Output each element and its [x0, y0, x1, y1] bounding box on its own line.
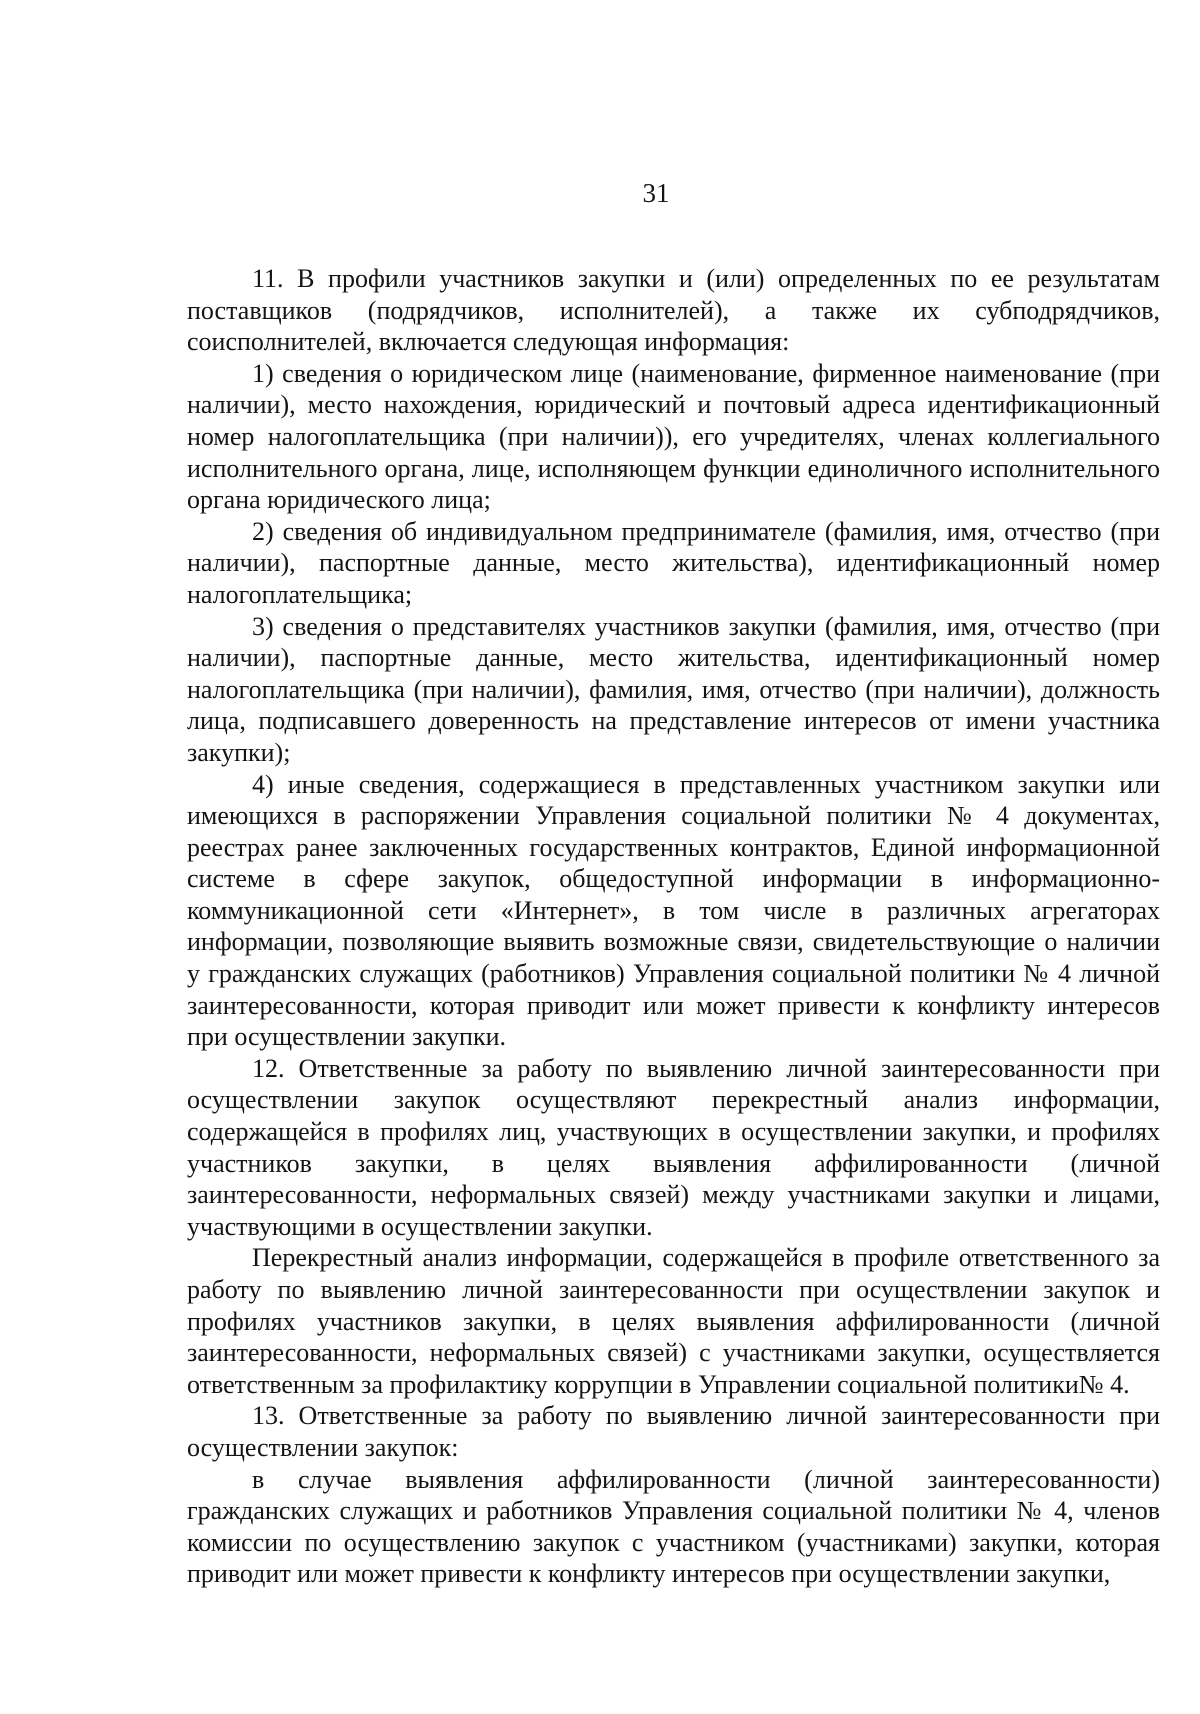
- paragraph-13-item-1: в случае выявления аффилированности (личной заинтересованности) гражданских служащих и работников Управления социальной политики № 4, членов комиссии по осуществлению закупок с участником (участниками) закупки, которая приводит или может привести к конфликту интересов при осуществлении закупки,: [187, 1464, 1160, 1589]
- paragraph-12-cross-analysis: Перекрестный анализ информации, содержащейся в профиле ответственного за работу по выявлению личной заинтересованности при осуществлении закупок и профилях участников закупки, в целях выявления аффилированности (личной заинтересованности, неформальных связей) с участниками закупки, осуществляется ответственным за профилактику коррупции в Управлении социальной политики№ 4.: [187, 1243, 1160, 1399]
- paragraph-13: 13. Ответственные за работу по выявлению личной заинтересованности при осуществлении закупок:: [187, 1401, 1160, 1462]
- paragraph-11-item-2: 2) сведения об индивидуальном предпринимателе (фамилия, имя, отчество (при наличии), паспортные данные, место жительства), идентификационный номер налогоплательщика;: [187, 516, 1160, 609]
- paragraph-11-item-3: 3) сведения о представителях участников закупки (фамилия, имя, отчество (при наличии), паспортные данные, место жительства, идентификационный номер налогоплательщика (при наличии), фамилия, имя, отчество (при наличии), должность лица, подписавшего доверенность на представление интересов от имени участника закупки);: [187, 611, 1160, 767]
- paragraph-11-item-4: 4) иные сведения, содержащиеся в представленных участником закупки или имеющихся в распоряжении Управления социальной политики № 4 документах, реестрах ранее заключенных государственных контрактов, Единой информационной системе в сфере закупок, общедоступной информации в информационно-коммуникационной сети «Интернет», в том числе в различных агрегаторах информации, позволяющие выявить возможные связи, свидетельствующие о наличии у гражданских служащих (работников) Управления социальной политики № 4 личной заинтересованности, которая приводит или может привести к конфликту интересов при осуществлении закупки.: [187, 769, 1160, 1052]
- document-body: [187, 263, 1160, 1590]
- paragraph-11: 11. В профили участников закупки и (или) определенных по ее результатам поставщиков (подрядчиков, исполнителей), а также их субподрядчиков, соисполнителей, включается следующая информация:: [187, 264, 1160, 357]
- paragraph-11-item-1: 1) сведения о юридическом лице (наименование, фирменное наименование (при наличии), место нахождения, юридический и почтовый адреса идентификационный номер налогоплательщика (при наличии)), его учредителях, членах коллегиального исполнительного органа, лице, исполняющем функции единоличного исполнительного органа юридического лица;: [187, 358, 1160, 515]
- page-number: 31: [642, 178, 670, 208]
- paragraph-12: 12. Ответственные за работу по выявлению личной заинтересованности при осуществлении закупок осуществляют перекрестный анализ информации, содержащейся в профилях лиц, участвующих в осуществлении закупки, и профилях участников закупки, в целях выявления аффилированности (личной заинтересованности, неформальных связей) между участниками закупки и лицами, участвующими в осуществлении закупки.: [187, 1053, 1160, 1241]
